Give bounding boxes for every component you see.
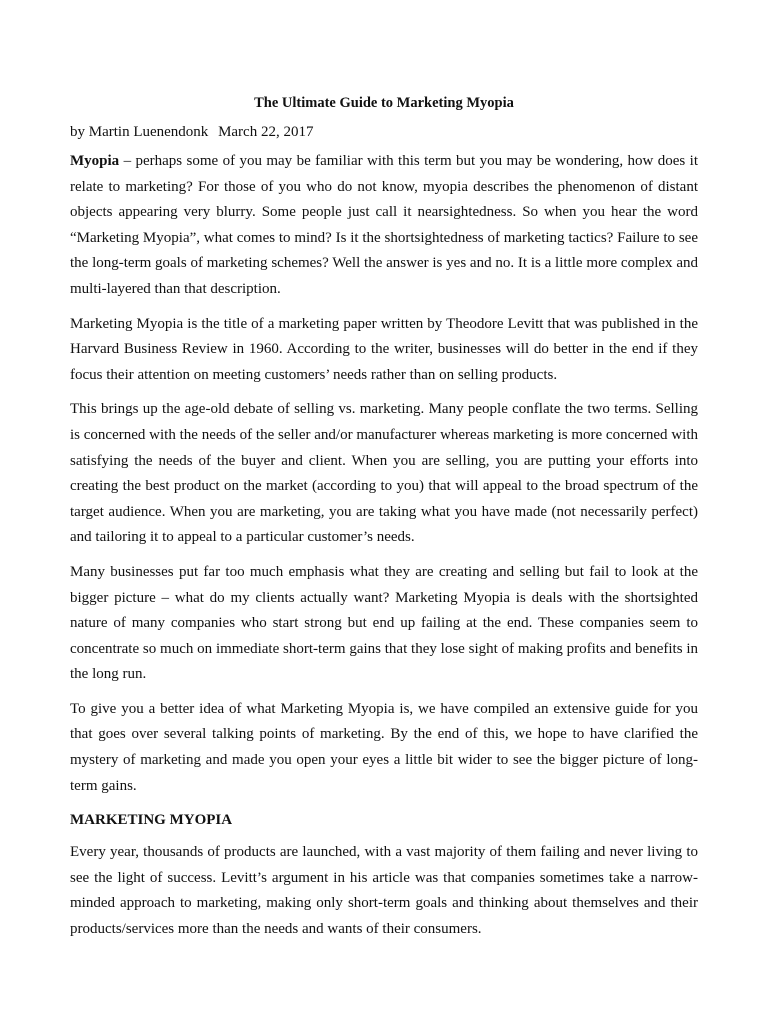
intro-paragraph [70, 149, 698, 303]
document-title: The Ultimate Guide to Marketing Myopia [254, 95, 514, 111]
body-paragraph: This brings up the age-old debate of selling vs. marketing. Many people conflate the two terms. Selling is concerned with the needs of the seller and/or manufacturer whereas marketing is more concerned with satisfying the needs of the buyer and client. When you are selling, you are putting your efforts into creating the best product on the market (according to you) that will appeal to the broad spectrum of the target audience. When you are marketing, you are taking what you have made (not necessarily perfect) and tailoring it to appeal to a particular customer’s needs. [70, 401, 698, 546]
author-name: by Martin Luenendonk [70, 124, 209, 140]
byline [70, 121, 698, 143]
body-paragraph: To give you a better idea of what Marketing Myopia is, we have compiled an extensive guide for you that goes over several talking points of marketing. By the end of this, we hope to have clarified the mystery of marketing and made you open your eyes a little bit wider to see the bigger picture of long-term gains. [70, 700, 698, 794]
section-heading: MARKETING MYOPIA [70, 812, 233, 829]
section-paragraph: Every year, thousands of products are launched, with a vast majority of them failing and never living to see the light of success. Levitt’s argument in his article was that companies sometimes take a narrow-minded approach to marketing, making only short-term goals and thinking about themselves and their products/services more than the needs and wants of their consumers. [70, 844, 698, 938]
body-paragraph: Marketing Myopia is the title of a marketing paper written by Theodore Levitt that was published in the Harvard Business Review in 1960. According to the writer, businesses will do better in the end if they focus their attention on meeting customers’ needs rather than on selling products. [70, 315, 698, 383]
body-paragraph: Many businesses put far too much emphasis what they are creating and selling but fail to look at the bigger picture – what do my clients actually want? Marketing Myopia is deals with the shortsighted nature of many companies who start strong but end up failing at the end. These companies seem to concentrate so much on immediate short-term gains that they lose sight of making profits and benefits in the long run. [70, 563, 698, 683]
document-page [70, 93, 698, 952]
intro-lead-term: Myopia [70, 153, 120, 169]
intro-text: – perhaps some of you may be familiar with this term but you may be wondering, how does it relate to marketing? For those of you who do not know, myopia describes the phenomenon of distant objects appearing very blurry. Some people just call it nearsightedness. So when you hear the word “Marketing Myopia”, what comes to mind? Is it the shortsightedness of marketing tactics? Failure to see the long-term goals of marketing schemes? Well the answer is yes and no. It is a little more complex and multi-layered than that description. [70, 153, 698, 297]
publish-date: March 22, 2017 [218, 124, 314, 140]
